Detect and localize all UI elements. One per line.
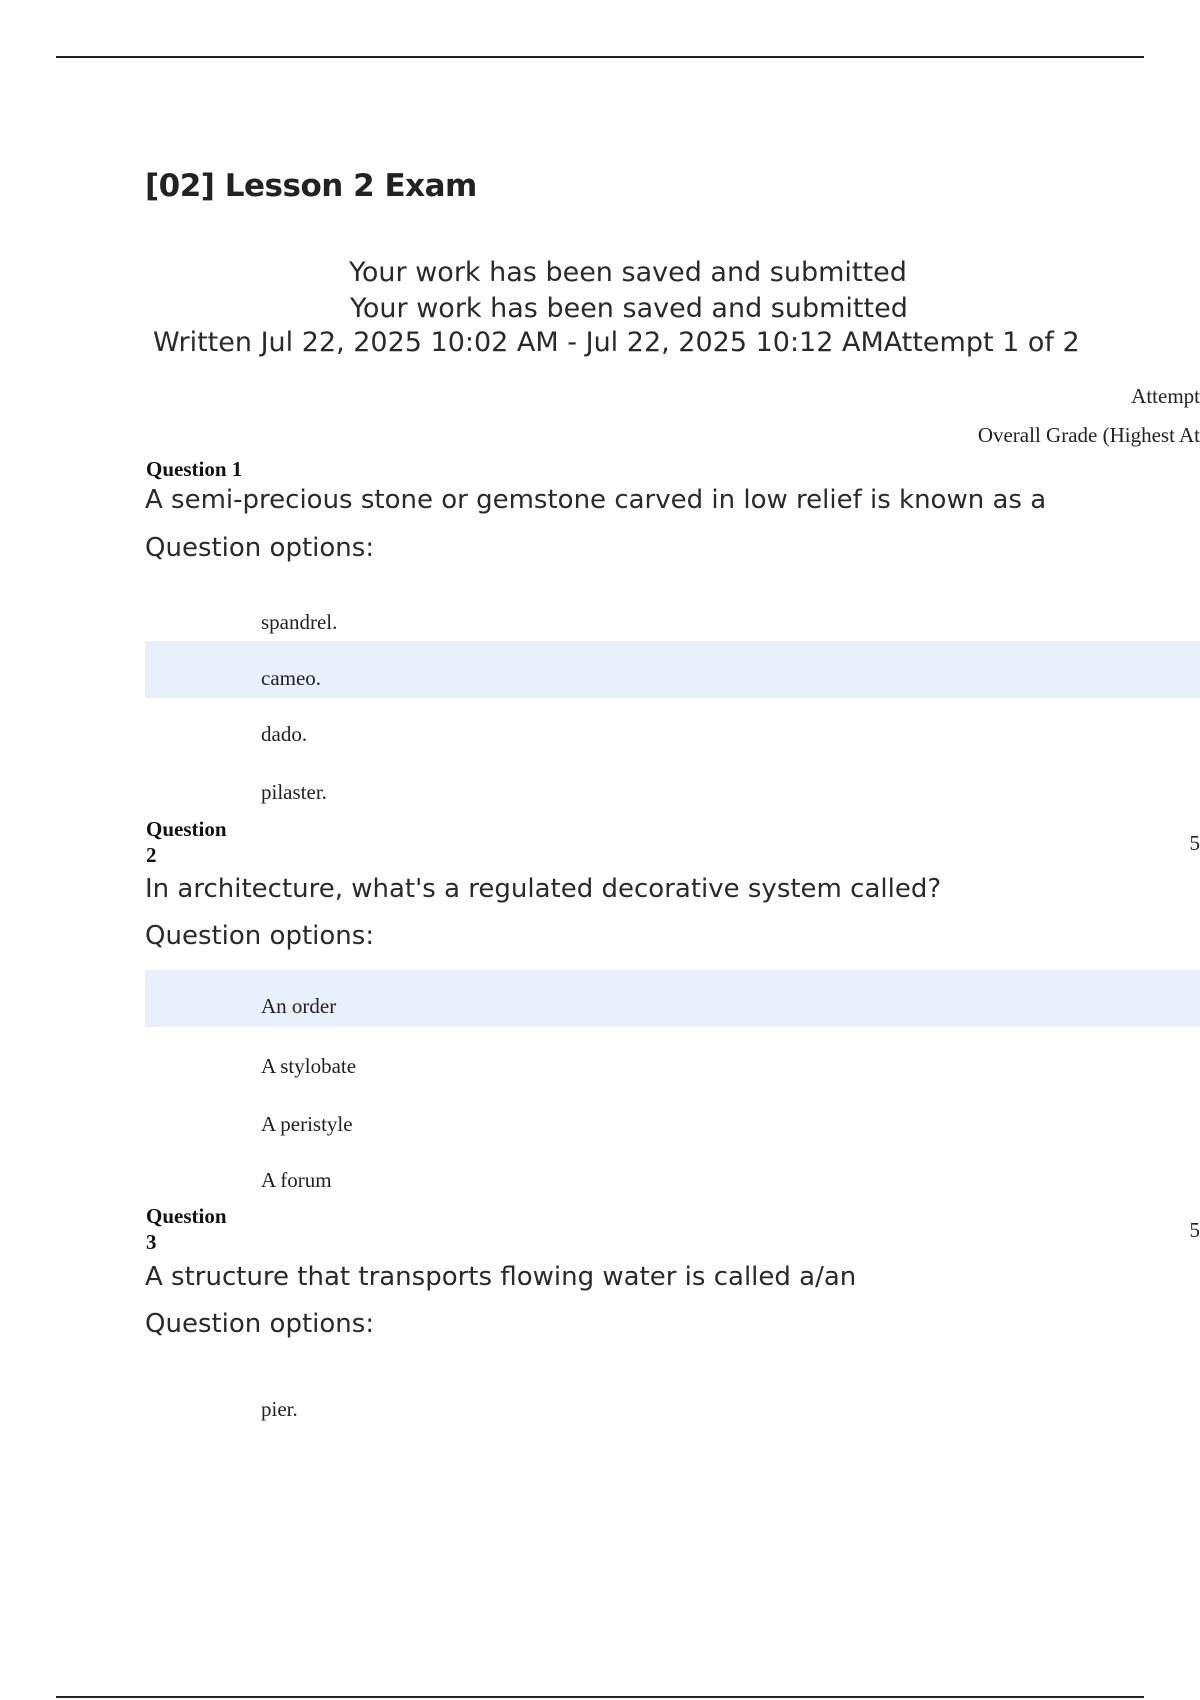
question-text: A semi-precious stone or gemstone carved in low relief is known as a <box>145 485 1047 515</box>
question-label: Question 1 <box>146 457 243 481</box>
answer-option[interactable] <box>145 1148 1200 1205</box>
answer-option-text: spandrel. <box>261 610 338 634</box>
question-options-label: Question options: <box>145 1309 375 1339</box>
bottom-divider <box>56 1696 1144 1698</box>
question-label-word: Question <box>146 1204 227 1228</box>
answer-option-text: A peristyle <box>261 1112 353 1136</box>
answer-option-text: cameo. <box>261 666 322 690</box>
overall-grade-label: Overall Grade (Highest At <box>977 423 1200 447</box>
question-label-number: 3 <box>146 1230 157 1254</box>
question-label <box>146 816 246 868</box>
answer-option-text: pier. <box>261 1397 298 1421</box>
answer-option[interactable] <box>145 760 1200 817</box>
submission-status: Your work has been saved and submitted <box>349 257 907 288</box>
question-label <box>146 1203 246 1255</box>
question-label-number: 2 <box>146 843 157 867</box>
question-points: 5 <box>1189 1218 1200 1242</box>
attempt-written-info: Written Jul 22, 2025 10:02 AM - Jul 22, 2025 10:12 AMAttempt 1 of 2 <box>153 327 1080 358</box>
question-label-word: Question <box>146 817 227 841</box>
answer-option-text: A forum <box>261 1168 332 1192</box>
question-options-label: Question options: <box>145 533 375 563</box>
question-text: In architecture, what's a regulated decorative system called? <box>145 874 942 904</box>
question-points: 5 <box>1189 831 1200 855</box>
answer-option-text: A stylobate <box>261 1054 357 1078</box>
question-options-label: Question options: <box>145 921 375 951</box>
answer-option[interactable] <box>145 702 1200 759</box>
answer-option-selected[interactable] <box>145 970 1200 1027</box>
answer-option-text: An order <box>261 994 337 1018</box>
answer-option[interactable] <box>145 1034 1200 1091</box>
submission-status: Your work has been saved and submitted <box>350 293 908 324</box>
attempt-label: Attempt <box>1131 384 1200 408</box>
page-title: [02] Lesson 2 Exam <box>145 168 477 204</box>
answer-option[interactable] <box>145 1092 1200 1149</box>
answer-option-text: dado. <box>261 722 308 746</box>
answer-option[interactable] <box>145 1377 1200 1434</box>
top-divider <box>56 56 1144 58</box>
question-text: A structure that transports flowing water is called a/an <box>145 1262 857 1292</box>
answer-option-text: pilaster. <box>261 780 327 804</box>
answer-option-selected[interactable] <box>145 641 1200 698</box>
